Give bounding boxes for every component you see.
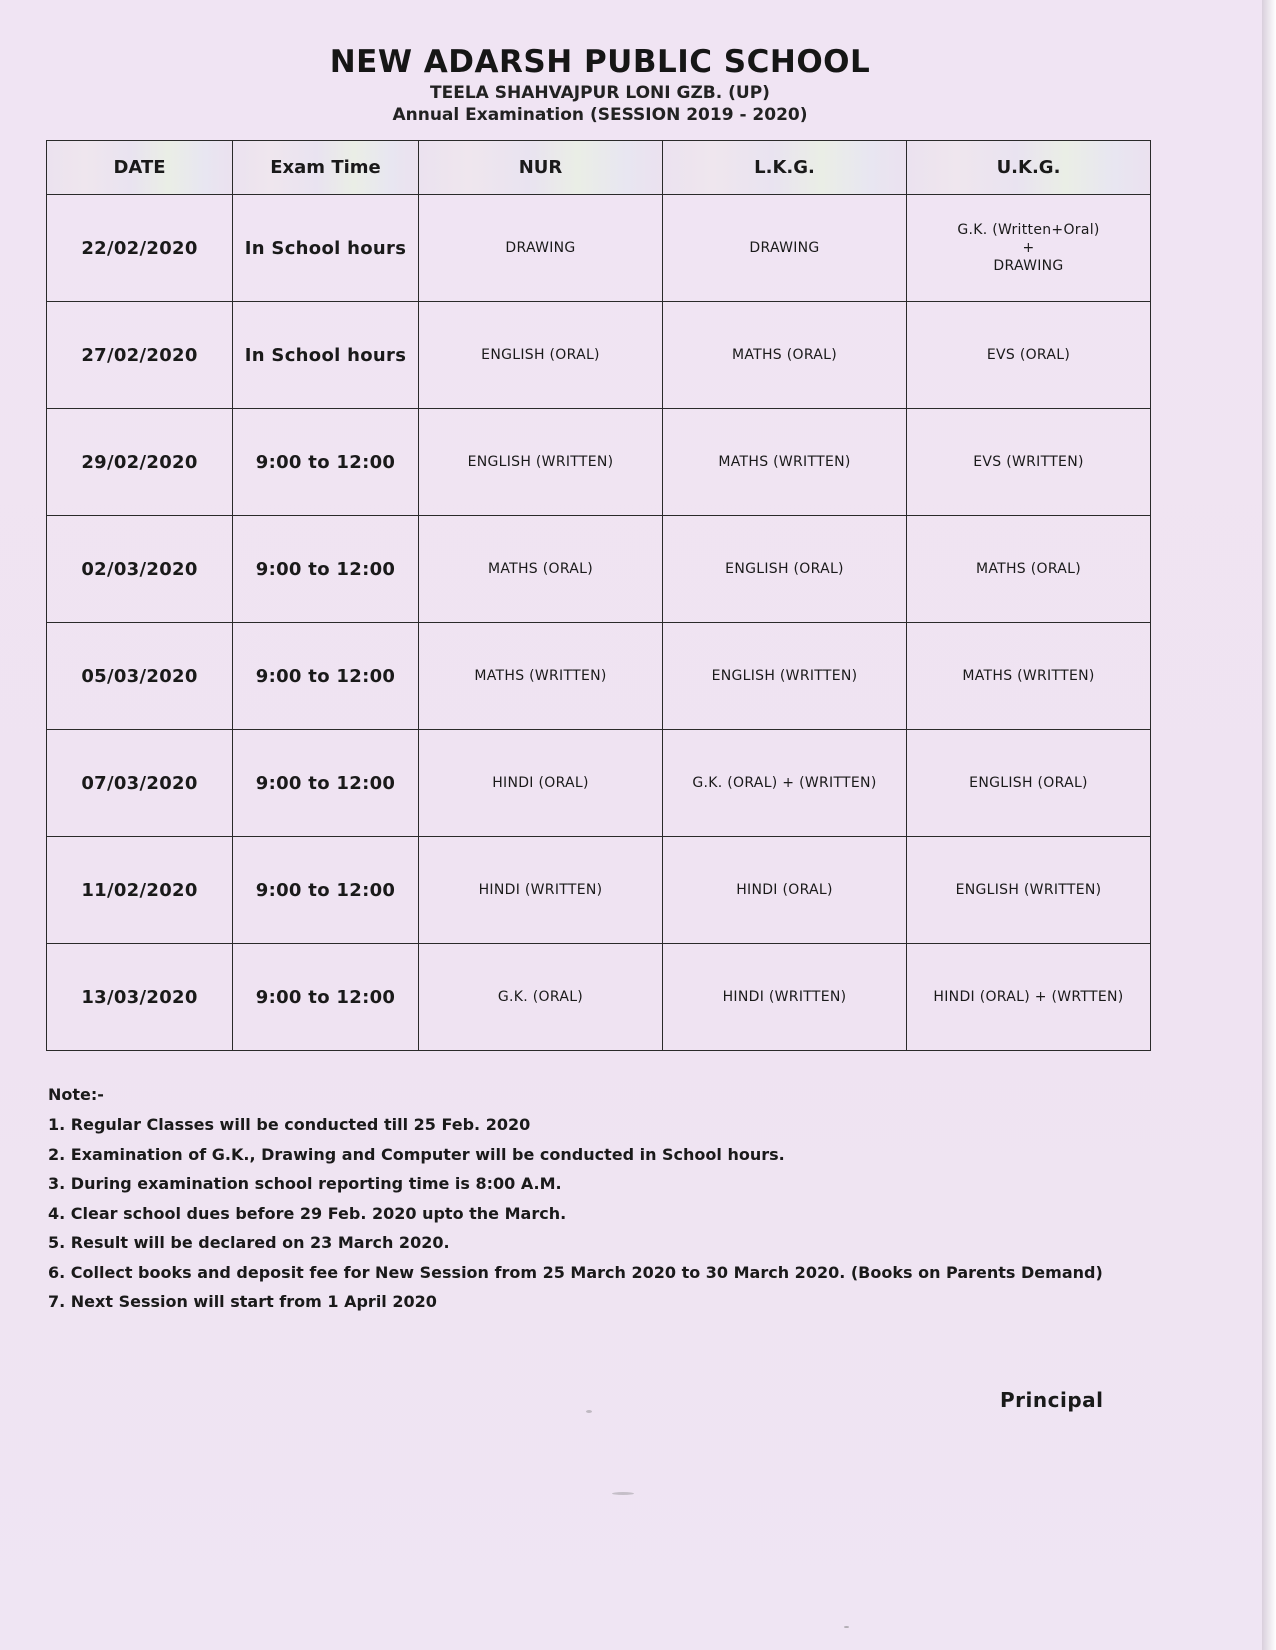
note-item: 7. Next Session will start from 1 April 2020: [48, 1292, 437, 1311]
lkg-subject-cell: ENGLISH (WRITTEN): [663, 623, 907, 730]
column-header-ukg: U.K.G.: [907, 141, 1151, 195]
date-cell: 05/03/2020: [47, 623, 233, 730]
lkg-subject-cell: HINDI (ORAL): [663, 837, 907, 944]
note-item: 3. During examination school reporting time is 8:00 A.M.: [48, 1174, 562, 1193]
exam-time-cell: 9:00 to 12:00: [233, 730, 419, 837]
lkg-subject-cell: MATHS (WRITTEN): [663, 409, 907, 516]
note-item: 6. Collect books and deposit fee for New Session from 25 March 2020 to 30 March 2020. (Books on Parents Demand): [48, 1262, 1103, 1282]
exam-time-cell: 9:00 to 12:00: [233, 623, 419, 730]
nur-subject-cell: DRAWING: [419, 195, 663, 302]
table-row: [47, 516, 1151, 623]
nur-subject-cell: ENGLISH (ORAL): [419, 302, 663, 409]
ukg-subject-cell: EVS (ORAL): [907, 302, 1151, 409]
table-header-row: [47, 141, 1151, 195]
ukg-subject-line: G.K. (Written+Oral): [957, 222, 1100, 238]
date-cell: 13/03/2020: [47, 944, 233, 1051]
date-cell: 02/03/2020: [47, 516, 233, 623]
table-row: [47, 837, 1151, 944]
exam-title: Annual Examination (SESSION 2019 - 2020): [392, 105, 808, 125]
ukg-subject-cell: MATHS (ORAL): [907, 516, 1151, 623]
ukg-subject-cell: MATHS (WRITTEN): [907, 623, 1151, 730]
nur-subject-cell: MATHS (ORAL): [419, 516, 663, 623]
table-row: [47, 302, 1151, 409]
lkg-subject-cell: HINDI (WRITTEN): [663, 944, 907, 1051]
scan-speck: [844, 1626, 849, 1628]
scan-speck: [612, 1492, 634, 1495]
ukg-subject-cell: ENGLISH (WRITTEN): [907, 837, 1151, 944]
table-row: [47, 195, 1151, 302]
page-edge: [1262, 0, 1276, 1650]
nur-subject-cell: ENGLISH (WRITTEN): [419, 409, 663, 516]
lkg-subject-cell: MATHS (ORAL): [663, 302, 907, 409]
exam-schedule-table: [46, 140, 1151, 1051]
notes-section: [48, 1085, 1198, 1317]
ukg-subject-cell: HINDI (ORAL) + (WRTTEN): [907, 944, 1151, 1051]
principal-signature: Principal: [1000, 1388, 1104, 1412]
table-row: [47, 623, 1151, 730]
ukg-subject-line: +: [1022, 240, 1035, 256]
nur-subject-cell: HINDI (WRITTEN): [419, 837, 663, 944]
table-row: [47, 409, 1151, 516]
school-name: NEW ADARSH PUBLIC SCHOOL: [329, 44, 871, 80]
date-cell: 22/02/2020: [47, 195, 233, 302]
column-header-exam-time: Exam Time: [233, 141, 419, 195]
ukg-subject-cell: EVS (WRITTEN): [907, 409, 1151, 516]
exam-time-cell: In School hours: [233, 195, 419, 302]
notes-heading: Note:-: [48, 1085, 104, 1104]
exam-time-cell: 9:00 to 12:00: [233, 409, 419, 516]
date-cell: 07/03/2020: [47, 730, 233, 837]
note-item: 2. Examination of G.K., Drawing and Computer will be conducted in School hours.: [48, 1144, 785, 1164]
date-cell: 29/02/2020: [47, 409, 233, 516]
school-address: TEELA SHAHVAJPUR LONI GZB. (UP): [430, 83, 770, 103]
note-item: 4. Clear school dues before 29 Feb. 2020 upto the March.: [48, 1203, 567, 1223]
lkg-subject-cell: DRAWING: [663, 195, 907, 302]
nur-subject-cell: HINDI (ORAL): [419, 730, 663, 837]
date-cell: 11/02/2020: [47, 837, 233, 944]
column-header-lkg: L.K.G.: [663, 141, 907, 195]
column-header-date: DATE: [47, 141, 233, 195]
ukg-subject-cell: ENGLISH (ORAL): [907, 730, 1151, 837]
column-header-nur: NUR: [419, 141, 663, 195]
date-cell: 27/02/2020: [47, 302, 233, 409]
lkg-subject-cell: ENGLISH (ORAL): [663, 516, 907, 623]
ukg-subject-line: DRAWING: [993, 258, 1064, 274]
exam-time-cell: 9:00 to 12:00: [233, 944, 419, 1051]
nur-subject-cell: G.K. (ORAL): [419, 944, 663, 1051]
exam-time-cell: In School hours: [233, 302, 419, 409]
note-item: 1. Regular Classes will be conducted till 25 Feb. 2020: [48, 1115, 531, 1134]
lkg-subject-cell: G.K. (ORAL) + (WRITTEN): [663, 730, 907, 837]
note-item: 5. Result will be declared on 23 March 2020.: [48, 1233, 450, 1252]
exam-time-cell: 9:00 to 12:00: [233, 837, 419, 944]
table-row: [47, 944, 1151, 1051]
nur-subject-cell: MATHS (WRITTEN): [419, 623, 663, 730]
exam-time-cell: 9:00 to 12:00: [233, 516, 419, 623]
ukg-subject-cell: [907, 195, 1151, 302]
table-row: [47, 730, 1151, 837]
scan-speck: [586, 1410, 592, 1413]
